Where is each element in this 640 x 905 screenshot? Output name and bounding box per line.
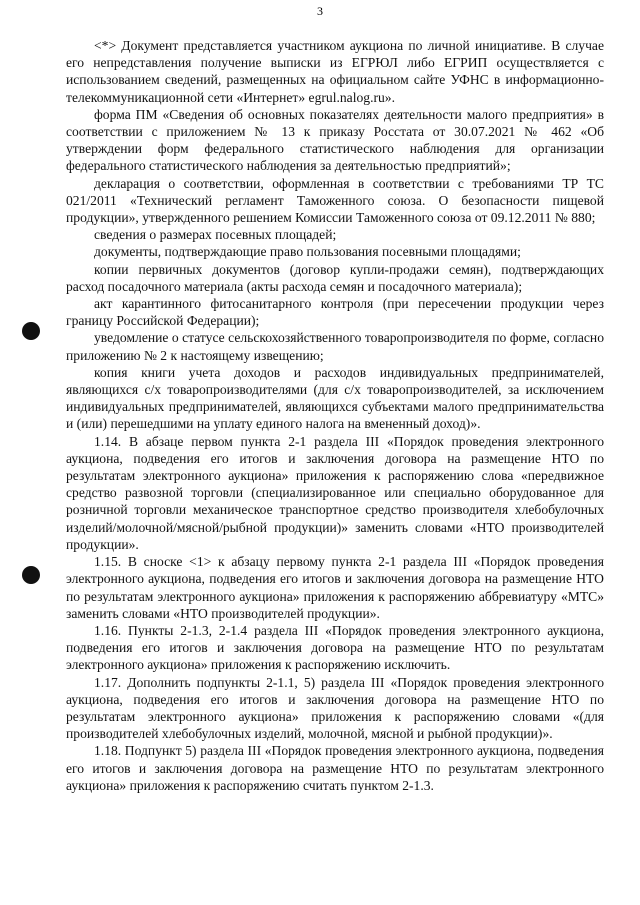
paragraph-item-1-16: 1.16. Пункты 2-1.3, 2-1.4 раздела III «Порядок проведения электронного аукциона, подведения его итогов и заключения договора на размещение НТО по результатам электронного аукциона» приложения к распоряжению исключить. (66, 622, 604, 673)
page-number: 3 (317, 4, 323, 18)
punch-hole-mark (22, 322, 40, 340)
paragraph-quarantine-act: акт карантинного фитосанитарного контроля (при пересечении продукции через границу Российской Федерации); (66, 296, 604, 329)
paragraph-status-notice: уведомление о статусе сельскохозяйственного товаропроизводителя по форме, согласно приложению № 2 к настоящему извещению; (66, 330, 604, 363)
paragraph-income-book: копия книги учета доходов и расходов индивидуальных предпринимателей, являющихся с/х товаропроизводителями (для с/х товаропроизводителей, за исключением индивидуальных предпринимателей, являющихся субъектами малого предпринимательства и (или) перешедшими на уплату единого налога на вмененный доход)». (66, 364, 604, 432)
document-body (66, 37, 604, 794)
paragraph-item-1-17: 1.17. Дополнить подпункты 2-1.1, 5) раздела III «Порядок проведения электронного аукциона, подведения его итогов и заключения договора на размещение НТО по результатам электронного аукциона» приложения к распоряжению словами «(для производителей хлебобулочных изделий, молочной, мясной и рыбной продукции)». (66, 674, 604, 742)
paragraph-sown-areas: сведения о размерах посевных площадей; (94, 227, 337, 243)
paragraph-item-1-15: 1.15. В сноске <1> к абзацу первому пункта 2-1 раздела III «Порядок проведения электронного аукциона, подведения его итогов и заключения договора на размещение НТО по результатам электронного аукциона» приложения к распоряжению аббревиатуру «МТС» заменить словами «НТО производителей продукции». (66, 554, 604, 621)
paragraph-declaration: декларация о соответствии, оформленная в соответствии с требованиями ТР ТС 021/2011 «Технический регламент Таможенного союза. О безопасности пищевой продукции», утвержденного решением Комиссии Таможенного союза от 09.12.2011 № 880; (66, 175, 604, 226)
punch-hole-mark (22, 566, 40, 584)
paragraph-footnote: <*> Документ представляется участником аукциона по личной инициативе. В случае его непредставления получение выписки из ЕГРЮЛ либо ЕГРИП осуществляется с использованием сведений, размещенных на официальном сайте УФНС в информационно-телекоммуникационной сети «Интернет» egrul.nalog.ru». (66, 38, 604, 105)
paragraph-item-1-18: 1.18. Подпункт 5) раздела III «Порядок проведения электронного аукциона, подведения его итогов и заключения договора на размещение НТО по результатам электронного аукциона» приложения к распоряжению считать пунктом 2-1.3. (66, 743, 604, 793)
paragraph-primary-documents: копии первичных документов (договор купли-продажи семян), подтверждающих расход посадочного материала (акты расхода семян и посадочного материала); (66, 261, 604, 294)
paragraph-right-of-use: документы, подтверждающие право пользования посевными площадями; (94, 244, 521, 260)
paragraph-item-1-14: 1.14. В абзаце первом пункта 2-1 раздела III «Порядок проведения электронного аукциона, подведения его итогов и заключения договора на размещение НТО по результатам электронного аукциона» приложения к распоряжению слова «передвижное средство развозной торговли (специализированное или специально оборудованное для розничной торговли механическое транспортное средство производителя хлебобулочных изделий/молочной/мясной/рыбной продукции)» заменить словами «НТО производителей продукции». (66, 433, 604, 552)
paragraph-form-pm: форма ПМ «Сведения об основных показателях деятельности малого предприятия» в соответствии с приложением № 13 к приказу Росстата от 30.07.2021 № 462 «Об утверждении форм федерального статистического наблюдения для организации федерального статистического наблюдения за деятельностью предприятий»; (66, 106, 604, 174)
